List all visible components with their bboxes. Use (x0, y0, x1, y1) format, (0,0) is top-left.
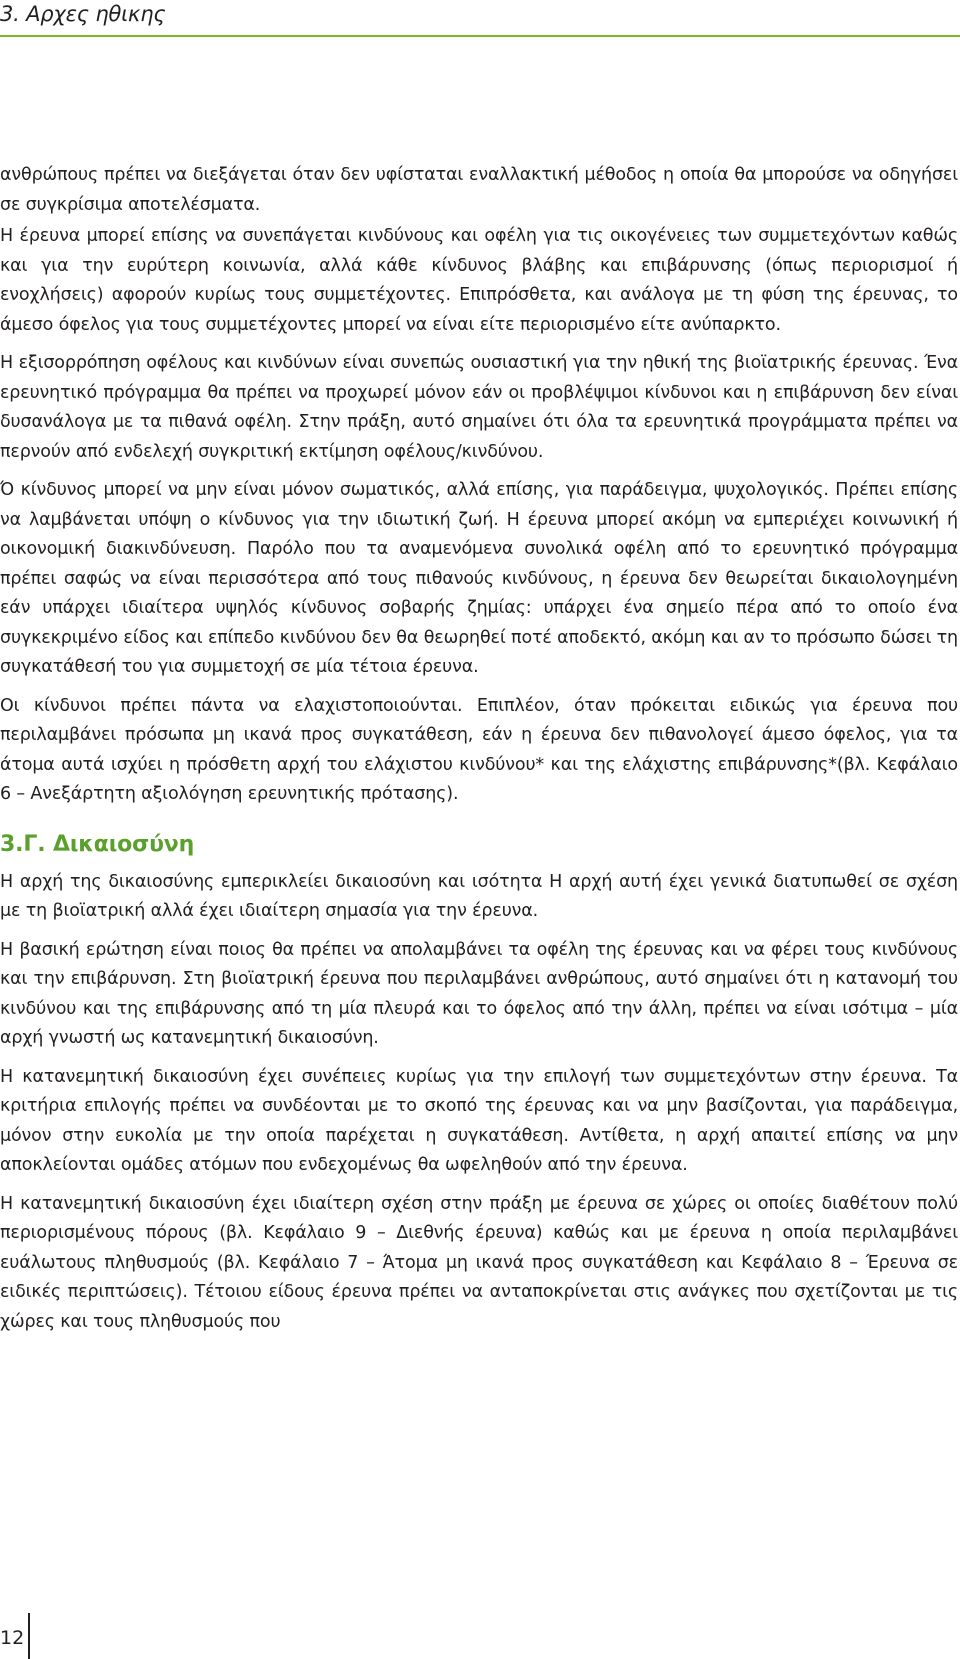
section-heading-justice: 3.Γ. Δικαιοσύνη (0, 831, 195, 857)
page-number-divider (28, 1613, 30, 1659)
paragraph-1: ανθρώπους πρέπει να διεξάγεται όταν δεν υφίσταται εναλλακτική μέθοδος η οποία θα μπορούσε να οδηγήσει σε συγκρίσιμα αποτελέσματα. (0, 165, 958, 215)
paragraph-2: Η έρευνα μπορεί επίσης να συνεπάγεται κινδύνους και οφέλη για τις οικογένειες των συμμετεχόντων καθώς και για την ευρύτερη κοινωνία, αλλά κάθε κίνδυνος βλάβης και επιβάρυνσης (όπως περιορισμοί ή ενοχλήσεις) αφορούν κυρίως τους συμμετέχοντες. Επιπρόσθετα, και ανάλογα με τη φύση της έρευνας, το άμεσο όφελος για τους συμμετέχοντες μπορεί να είναι είτε περιορισμένο είτε ανύπαρκτο. (0, 226, 958, 335)
paragraph-9: Η κατανεμητική δικαιοσύνη έχει ιδιαίτερη σχέση στην πράξη με έρευνα σε χώρες οι οποίες διαθέτουν πολύ περιορισμένους πόρους (βλ. Κεφάλαιο 9 – Διεθνής έρευνα) καθώς και με έρευνα η οποία περιλαμβάνει ευάλωτους πληθυσμούς (βλ. Κεφάλαιο 7 – Άτομα μη ικανά προς συγκατάθεση και Κεφάλαιο 8 – Έρευνα σε ειδικές περιπτώσεις). Τέτοιου είδους έρευνα πρέπει να ανταποκρίνεται στις ανάγκες που σχετίζονται με τις χώρες και τους πληθυσμούς που (0, 1193, 958, 1332)
page-number: 12 (0, 1627, 25, 1649)
paragraph-6: Η αρχή της δικαιοσύνης εμπερικλείει δικαιοσύνη και ισότητα Η αρχή αυτή έχει γενικά διατυπωθεί σε σχέση με τη βιοϊατρική αλλά έχει ιδιαίτερη σημασία για την έρευνα. (0, 871, 958, 921)
paragraph-7: Η βασική ερώτηση είναι ποιος θα πρέπει να απολαμβάνει τα οφέλη της έρευνας και να φέρει τους κινδύνους και την επιβάρυνση. Στη βιοϊατρική έρευνα που περιλαμβάνει ανθρώπους, αυτό σημαίνει ότι η κατανομή του κινδύνου και της επιβάρυνσης από τη μία πλευρά και το όφελος από την άλλη, πρέπει να είναι ισότιμα – μία αρχή γνωστή ως κατανεμητική δικαιοσύνη. (0, 939, 958, 1048)
paragraph-5: Οι κίνδυνοι πρέπει πάντα να ελαχιστοποιούνται. Επιπλέον, όταν πρόκειται ειδικώς για έρευνα που περιλαμβάνει πρόσωπα μη ικανά προς συγκατάθεση, εάν η έρευνα δεν πιθανολογεί άμεσο όφελος, για τα άτομα αυτά ισχύει η πρόσθετη αρχή του ελάχιστου κινδύνου* και της ελάχιστης επιβάρυνσης*(βλ. Κεφάλαιο 6 – Ανεξάρτητη αξιολόγηση ερευνητικής πρότασης). (0, 695, 958, 804)
paragraph-4: Ό κίνδυνος μπορεί να μην είναι μόνον σωματικός, αλλά επίσης, για παράδειγμα, ψυχολογικός. Πρέπει επίσης να λαμβάνεται υπόψη ο κίνδυνος για την ιδιωτική ζωή. Η έρευνα μπορεί ακόμη να εμπεριέχει κοινωνική ή οικονομική διακινδύνευση. Παρόλο που τα αναμενόμενα συνολικά οφέλη από το ερευνητικό πρόγραμμα πρέπει σαφώς να είναι περισσότερα από τους πιθανούς κινδύνους, η έρευνα δεν θεωρείται δικαιολογημένη εάν υπάρχει ιδιαίτερα υψηλός κίνδυνος σοβαρής ζημίας: υπάρχει ένα σημείο πέρα από το οποίο ένα συγκεκριμένο είδος και επίπεδο κινδύνου δεν θα θεωρηθεί ποτέ αποδεκτό, ακόμη και αν το πρόσωπο δώσει τη συγκατάθεσή του για συμμετοχή σε μία τέτοια έρευνα. (0, 480, 958, 677)
paragraph-8: Η κατανεμητική δικαιοσύνη έχει συνέπειες κυρίως για την επιλογή των συμμετεχόντων στην έρευνα. Τα κριτήρια επιλογής πρέπει να συνδέονται με το σκοπό της έρευνας και να μην βασίζονται, για παράδειγμα, μόνον στην ευκολία με την οποία παρέχεται η συγκατάθεση. Αντίθετα, η αρχή απαιτεί επίσης να μην αποκλείονται ομάδες ατόμων που ενδεχομένως θα ωφεληθούν από την έρευνα. (0, 1066, 958, 1175)
paragraph-3: Η εξισορρόπηση οφέλους και κινδύνων είναι συνεπώς ουσιαστική για την ηθική της βιοϊατρικής έρευνας. Ένα ερευνητικό πρόγραμμα θα πρέπει να προχωρεί μόνον εάν οι προβλέψιμοι κίνδυνοι και η επιβάρυνση δεν είναι δυσανάλογα με τα πιθανά οφέλη. Στην πράξη, αυτό σημαίνει ότι όλα τα ερευνητικά προγράμματα πρέπει να περνούν από ενδελεχή συγκριτική εκτίμηση οφέλους/κινδύνου. (0, 353, 958, 462)
page-body (0, 161, 958, 1346)
running-header-title: 3. Αρχες ηθικης (0, 2, 166, 26)
header-rule (0, 35, 960, 37)
